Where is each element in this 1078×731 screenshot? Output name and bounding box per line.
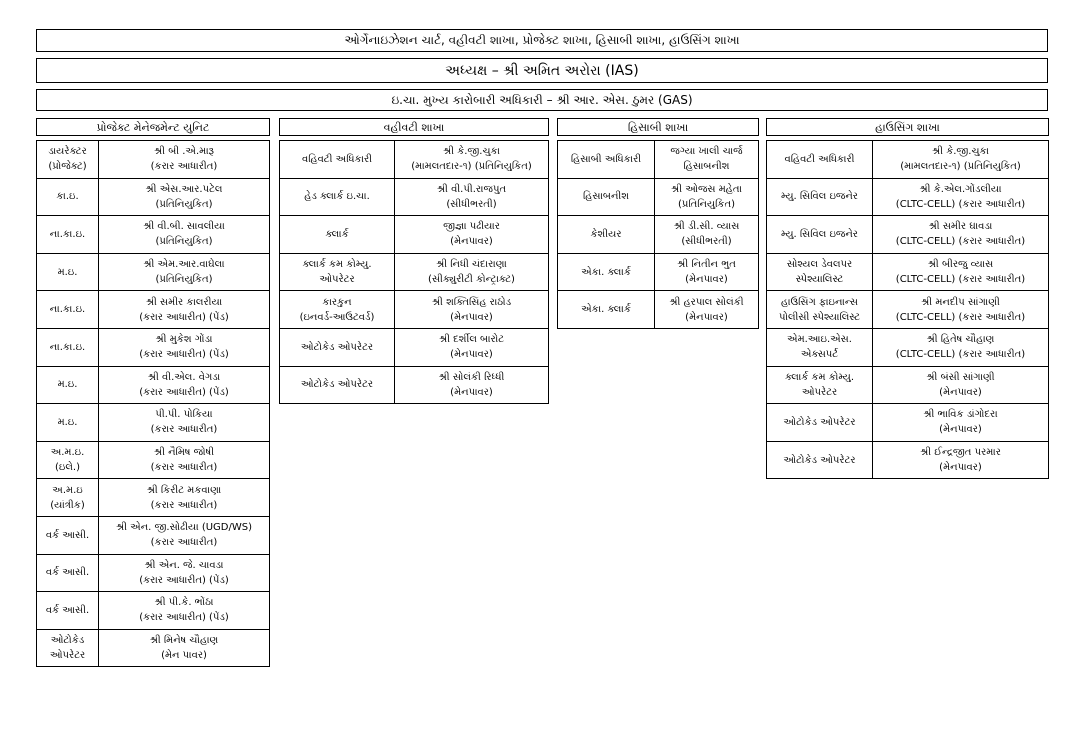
officer-name-cell: શ્રી વી.પી.રાજપુત (સીધીભરતી) [395,178,549,216]
officer-name-cell: શ્રી સમીર કાલરીયા (કરાર આધારીત) (પેંડ) [99,291,270,329]
table-row [280,141,549,179]
position-cell: ક્લાર્ક કમ કોમ્યુ. ઓપરેટર [767,366,873,404]
position-cell: ઓટોકેડ ઓપરેટર [767,441,873,479]
officer-name-cell: શ્રી ઈન્દ્રજીત પરમાર (મેનપાવર) [873,441,1049,479]
staff-table [766,140,1049,479]
officer-name-cell: શ્રી ભાવિક ડાંગોદરા (મેનપાવર) [873,404,1049,442]
officer-name-cell: શ્રી શક્તિસિંહ રાઠોડ (મેનપાવર) [395,291,549,329]
officer-name-cell: શ્રી કે.જી.ચુકા (મામલતદાર-૧) (પ્રતિનિયુકિત) [873,141,1049,179]
officer-name-cell: શ્રી એન. જે. ચાવડા (કરાર આધારીત) (પેંડ) [99,554,270,592]
officer-name-cell: શ્રી ડી.સી. વ્યાસ (સીધીભરતી) [655,216,759,254]
position-cell: વહિવટી અધિકારી [767,141,873,179]
officer-name-cell: જીજ્ઞા પઢીયાર (મેનપાવર) [395,216,549,254]
position-cell: મ.ઇ. [37,253,99,291]
officer-name-cell: શ્રી કે.એલ.ગોંડલીયા (CLTC-CELL) (કરાર આધારીત) [873,178,1049,216]
table-row [767,328,1049,366]
position-cell: વર્ક આસી. [37,592,99,630]
table-row [558,253,759,291]
table-row [767,366,1049,404]
position-cell: એમ.આઇ.એસ. એક્સપર્ટ [767,328,873,366]
position-cell: ડાયરેક્ટર (પ્રોજેક્ટ) [37,141,99,179]
officer-name-cell: શ્રી સમીર ઘાવડા (CLTC-CELL) (કરાર આધારીત) [873,216,1049,254]
position-cell: કા.ઇ. [37,178,99,216]
project-unit-section [36,118,270,667]
table-row [558,291,759,329]
table-row [37,216,270,254]
ceo-heading: ઇ.ચા. મુખ્ય કારોબારી અધિકારી – શ્રી આર. એસ. ઠુમર (GAS) [36,89,1048,111]
table-row [37,404,270,442]
position-cell: મ.ઇ. [37,404,99,442]
table-row [280,328,549,366]
chairman-heading: અધ્યક્ષ – શ્રી અમિત અરોરા (IAS) [36,58,1048,83]
officer-name-cell: શ્રી બીરજુ વ્યાસ (CLTC-CELL) (કરાર આધારીત) [873,253,1049,291]
officer-name-cell: શ્રી વી.એલ. વેગડા (કરાર આધારીત) (પેંડ) [99,366,270,404]
officer-name-cell: શ્રી કે.જી.ચુકા (મામલતદાર-૧) (પ્રતિનિયુકિત) [395,141,549,179]
officer-name-cell: શ્રી વી.બી. સાવલીયા (પ્રતિનિયુકિત) [99,216,270,254]
position-cell: મ.ઇ. [37,366,99,404]
table-row [37,479,270,517]
table-row [558,216,759,254]
table-row [37,516,270,554]
officer-name-cell: શ્રી બી .એ.મારૂ (કરાર આધારીત) [99,141,270,179]
table-row [37,291,270,329]
table-row [558,141,759,179]
officer-name-cell: શ્રી પી.કે. ભોંઠા (કરાર આધારીત) (પેંડ) [99,592,270,630]
position-cell: વહિવટી અધિકારી [280,141,395,179]
officer-name-cell: શ્રી એન. જી.સોઢીયા (UGD/WS) (કરાર આધારીત) [99,516,270,554]
chart-title: ઓર્ગેનાઇઝેશન ચાર્ટ, વહીવટી શાખા, પ્રોજેક્ટ શાખા, હિસાબી શાખા, હાઉસિંગ શાખા [36,29,1048,52]
table-row [558,178,759,216]
section-title: વહીવટી શાખા [279,118,549,136]
position-cell: એકા. ક્લાર્ક [558,291,655,329]
table-row [280,178,549,216]
accounts-branch-section [557,118,759,329]
position-cell: ઓટોકેડ ઓપરેટર [280,328,395,366]
housing-branch-section [766,118,1049,479]
officer-name-cell: શ્રી બંસી સાંગાણી (મેનપાવર) [873,366,1049,404]
position-cell: વર્ક આસી. [37,554,99,592]
section-title: હાઉસિંગ શાખા [766,118,1049,136]
officer-name-cell: શ્રી દર્શીલ બારોટ (મેનપાવર) [395,328,549,366]
table-row [280,253,549,291]
officer-name-cell: શ્રી હિતેષ ચૌહાણ (CLTC-CELL) (કરાર આધારીત) [873,328,1049,366]
position-cell: સોશ્યલ ડેવલપર સ્પેશ્યાલિસ્ટ [767,253,873,291]
position-cell: હેડ ક્લાર્ક ઇ.ચા. [280,178,395,216]
officer-name-cell: શ્રી મુકેશ ગોંડા (કરાર આધારીત) (પેંડ) [99,328,270,366]
table-row [37,178,270,216]
section-title: હિસાબી શાખા [557,118,759,136]
table-row [767,253,1049,291]
position-cell: ઓટોકેડ ઓપરેટર [37,629,99,667]
position-cell: મ્યુ. સિવિલ ઇજનેર [767,178,873,216]
table-row [280,216,549,254]
table-row [37,141,270,179]
position-cell: મ્યુ. સિવિલ ઇજનેર [767,216,873,254]
officer-name-cell: જગ્યા ખાલી ચાર્જ હિસાબનીશ [655,141,759,179]
officer-name-cell: શ્રી નિધી ચંદારાણા (સીક્યુરીટી કોન્ટ્રાક્ટ) [395,253,549,291]
position-cell: ક્લાર્ક કમ કોમ્યુ. ઓપરેટર [280,253,395,291]
officer-name-cell: શ્રી કિરીટ મકવાણા (કરાર આધારીત) [99,479,270,517]
position-cell: હાઉસિંગ ફાઇનાન્સ પોલીસી સ્પેશ્યાલિસ્ટ [767,291,873,329]
position-cell: ના.કા.ઇ. [37,328,99,366]
staff-table [36,140,270,667]
officer-name-cell: શ્રી સોલંકી રિધ્ધી (મેનપાવર) [395,366,549,404]
officer-name-cell: શ્રી એસ.આર.પટેલ (પ્રતિનિયુકિત) [99,178,270,216]
staff-table [279,140,549,404]
section-title: પ્રોજેક્ટ મેનેજમેન્ટ યુનિટ [36,118,270,136]
admin-branch-section [279,118,549,404]
position-cell: એકા. ક્લાર્ક [558,253,655,291]
table-row [37,554,270,592]
position-cell: કેશીયર [558,216,655,254]
officer-name-cell: પી.પી. પોકિયા (કરાર આધારીત) [99,404,270,442]
table-row [37,441,270,479]
position-cell: હિસાબી અધિકારી [558,141,655,179]
table-row [37,328,270,366]
table-row [767,441,1049,479]
position-cell: કારકુન (ઇનવર્ડ-આઉટવર્ડ) [280,291,395,329]
table-row [37,366,270,404]
table-row [767,404,1049,442]
officer-name-cell: શ્રી નૈમિષ જોષી (કરાર આધારીત) [99,441,270,479]
table-row [767,291,1049,329]
table-row [280,291,549,329]
position-cell: અ.મ.ઇ. (ઇલે.) [37,441,99,479]
position-cell: અ.મ.ઇ (યાંત્રીક) [37,479,99,517]
table-row [767,141,1049,179]
position-cell: ઓટોકેડ ઓપરેટર [767,404,873,442]
position-cell: ઓટોકેડ ઓપરેટર [280,366,395,404]
officer-name-cell: શ્રી એમ.આર.વાઘેલા (પ્રતિનિયુકિત) [99,253,270,291]
table-row [37,592,270,630]
officer-name-cell: શ્રી હરપાલ સોલંકી (મેનપાવર) [655,291,759,329]
table-row [37,253,270,291]
officer-name-cell: શ્રી મિનેષ ચૌહાણ (મેન પાવર) [99,629,270,667]
position-cell: ના.કા.ઇ. [37,216,99,254]
officer-name-cell: શ્રી મનદીપ સાંગાણી (CLTC-CELL) (કરાર આધારીત) [873,291,1049,329]
staff-table [557,140,759,329]
officer-name-cell: શ્રી નિતીન ભુત (મેનપાવર) [655,253,759,291]
position-cell: ના.કા.ઇ. [37,291,99,329]
position-cell: ક્લાર્ક [280,216,395,254]
officer-name-cell: શ્રી ઓજસ મહેતા (પ્રતિનિયુકિત) [655,178,759,216]
position-cell: વર્ક આસી. [37,516,99,554]
table-row [37,629,270,667]
table-row [280,366,549,404]
position-cell: હિસાબનીશ [558,178,655,216]
table-row [767,216,1049,254]
table-row [767,178,1049,216]
